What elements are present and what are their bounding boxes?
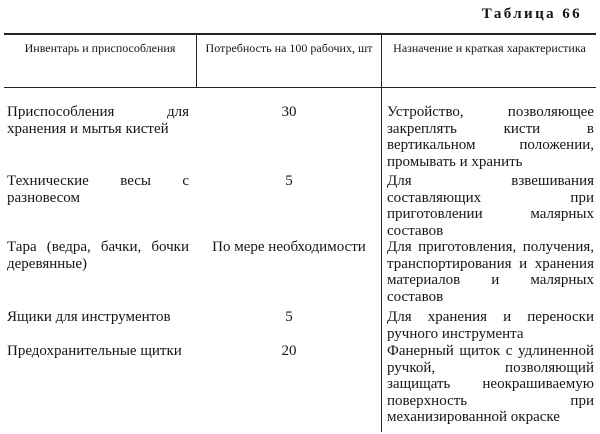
cell-purpose: Для взвешивания составляющих при приготовлении малярных составов	[387, 173, 594, 239]
cell-purpose: Фанерный щиток с удлиненной ручкой, позволяющий защищать неокрашиваемую поверхность при механизированной окраске	[387, 343, 594, 425]
header-bottom-rule	[4, 87, 596, 88]
cell-purpose: Для приготовления, получения, транспортирования и хранения материалов и малярных составов	[387, 239, 594, 305]
cell-item: Тара (ведра, бачки, бочки деревянные)	[7, 239, 189, 272]
cell-purpose: Устройство, позволяющее закреплять кисти в вертикальном положении, промывать и хранить	[387, 104, 594, 170]
column-divider-2	[381, 34, 382, 432]
header-need: Потребность на 100 рабочих, шт	[205, 41, 373, 55]
cell-need: 20	[281, 343, 297, 359]
cell-need: 30	[281, 104, 297, 120]
header-inventory: Инвентарь и приспособления	[24, 41, 176, 55]
cell-item: Ящики для инструментов	[7, 309, 171, 325]
cell-item: Приспособления для хранения и мытья кистей	[7, 104, 189, 137]
cell-need: 5	[285, 309, 293, 325]
table-top-rule	[4, 33, 596, 35]
header-purpose: Назначение и краткая характеристика	[393, 41, 586, 55]
cell-purpose: Для хранения и переноски ручного инструмента	[387, 309, 594, 342]
cell-item: Технические весы с разновесом	[7, 173, 189, 206]
cell-need: 5	[285, 173, 293, 189]
table-caption: Таблица 66	[481, 6, 582, 22]
cell-need: По мере необходимости	[212, 239, 366, 255]
cell-item: Предохранительные щитки	[7, 343, 182, 359]
